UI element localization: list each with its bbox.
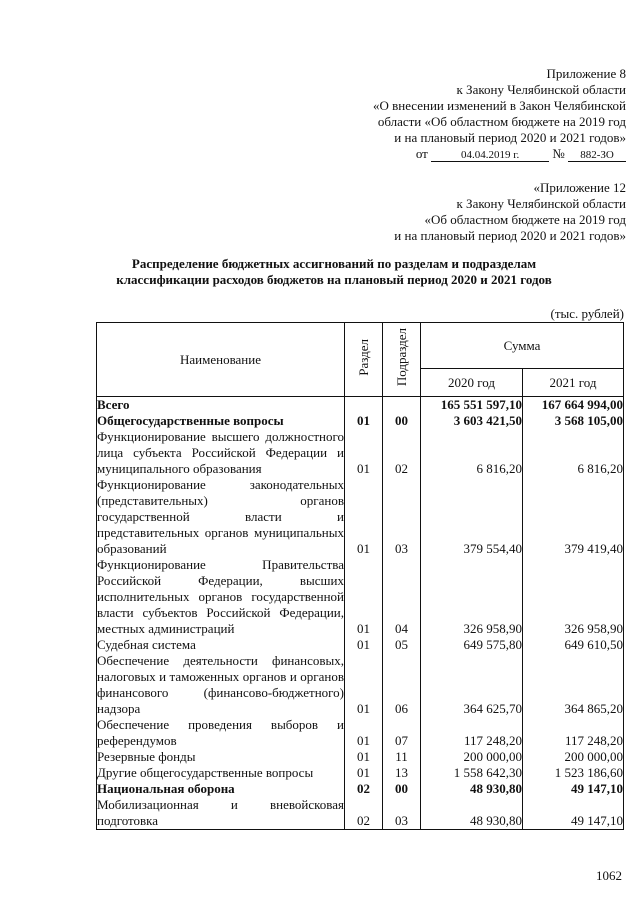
row-value-2020: 48 930,80: [421, 781, 523, 797]
row-value-2021: 49 147,10: [523, 781, 624, 797]
row-value-2020: 3 603 421,50: [421, 413, 523, 429]
row-name: Функционирование высшего должностного лица субъекта Российской Федерации и муниципального образования: [97, 429, 344, 476]
table-row: [97, 397, 624, 414]
header-section: [345, 323, 383, 397]
row-section: [345, 397, 383, 414]
row-name: Всего: [97, 397, 345, 414]
table-row: [97, 477, 624, 557]
row-value-2020: 117 248,20: [421, 717, 523, 749]
table-row: [97, 797, 624, 830]
table-row: [97, 429, 624, 477]
row-value-2020: 6 816,20: [421, 429, 523, 477]
row-section: 02: [345, 781, 383, 797]
row-subsection: 00: [383, 781, 421, 797]
header-section-text: Раздел: [355, 339, 371, 376]
row-value-2020: 326 958,90: [421, 557, 523, 637]
row-value-2020: 1 558 642,30: [421, 765, 523, 781]
row-value-2021: 379 419,40: [523, 477, 624, 557]
row-section: 01: [345, 477, 383, 557]
from-label: от: [415, 146, 428, 161]
table-row: [97, 717, 624, 749]
row-subsection: [383, 397, 421, 414]
row-name: Резервные фонды: [97, 749, 345, 765]
row-name: Мобилизационная и вневойсковая подготовка: [97, 797, 344, 828]
page-number: 1062: [596, 868, 622, 883]
row-value-2021: 167 664 994,00: [523, 397, 624, 414]
row-section: 01: [345, 429, 383, 477]
row-name: Другие общегосударственные вопросы: [97, 765, 345, 781]
number-label: №: [552, 146, 565, 161]
row-subsection: 06: [383, 653, 421, 717]
table-row: [97, 749, 624, 765]
row-value-2021: 200 000,00: [523, 749, 624, 765]
header-year-2020: 2020 год: [421, 369, 523, 397]
row-value-2021: 6 816,20: [523, 429, 624, 477]
row-subsection: 11: [383, 749, 421, 765]
row-subsection: 07: [383, 717, 421, 749]
table-row: [97, 765, 624, 781]
annex-8-header: [373, 66, 626, 162]
row-value-2020: 379 554,40: [421, 477, 523, 557]
row-value-2020: 200 000,00: [421, 749, 523, 765]
row-value-2021: 3 568 105,00: [523, 413, 624, 429]
title-line-2: классификации расходов бюджетов на плановый период 2020 и 2021 годов: [116, 272, 552, 287]
row-value-2021: 326 958,90: [523, 557, 624, 637]
row-name: Национальная оборона: [97, 781, 345, 797]
table-row: [97, 653, 624, 717]
annex-12-line-2: к Закону Челябинской области: [456, 196, 626, 211]
table-row: [97, 413, 624, 429]
annex-8-line-3: «О внесении изменений в Закон Челябинской: [372, 98, 626, 113]
row-value-2021: 117 248,20: [523, 717, 624, 749]
annex-8-line-4: области «Об областном бюджете на 2019 год: [377, 114, 626, 129]
document-title: [94, 256, 574, 288]
table-row: [97, 557, 624, 637]
row-name: Функционирование Правительства Российской Федерации, высших исполнительных органов государственной власти субъектов Российской Федерации, местных администраций: [97, 557, 344, 636]
annex-8-line-2: к Закону Челябинской области: [456, 82, 626, 97]
row-name: Общегосударственные вопросы: [97, 413, 345, 429]
row-name: Обеспечение деятельности финансовых, налоговых и таможенных органов и органов финансового (финансово-бюджетного) надзора: [97, 653, 344, 716]
annex-8-line-1: Приложение 8: [546, 66, 626, 81]
row-subsection: 04: [383, 557, 421, 637]
units-note: (тыс. рублей): [550, 306, 624, 321]
table-row: [97, 781, 624, 797]
annex-12-line-4: и на плановый период 2020 и 2021 годов»: [394, 228, 626, 243]
law-date: 04.04.2019 г.: [431, 149, 549, 162]
row-name: Судебная система: [97, 637, 345, 653]
row-subsection: 03: [383, 477, 421, 557]
header-subsection-text: Подраздел: [393, 328, 409, 387]
row-value-2020: 649 575,80: [421, 637, 523, 653]
table-row: [97, 637, 624, 653]
title-line-1: Распределение бюджетных ассигнований по разделам и подразделам: [131, 256, 537, 271]
header-year-2021: 2021 год: [523, 369, 624, 397]
row-subsection: 02: [383, 429, 421, 477]
annex-8-line-5: и на плановый период 2020 и 2021 годов»: [394, 130, 626, 145]
row-value-2020: 165 551 597,10: [421, 397, 523, 414]
row-name: Функционирование законодательных (представительных) органов государственной власти и представительных органов муниципальных образований: [97, 477, 344, 556]
row-subsection: 03: [383, 797, 421, 830]
row-value-2021: 49 147,10: [523, 797, 624, 830]
row-section: 01: [345, 653, 383, 717]
row-section: 01: [345, 557, 383, 637]
row-section: 01: [345, 765, 383, 781]
header-sum: Сумма: [421, 323, 624, 369]
annex-12-header: [394, 180, 626, 244]
header-subsection: [383, 323, 421, 397]
row-value-2021: 364 865,20: [523, 653, 624, 717]
header-name: Наименование: [97, 323, 345, 397]
row-subsection: 13: [383, 765, 421, 781]
row-subsection: 00: [383, 413, 421, 429]
budget-table: [96, 322, 624, 830]
row-subsection: 05: [383, 637, 421, 653]
annex-12-line-3: «Об областном бюджете на 2019 год: [424, 212, 626, 227]
row-value-2021: 649 610,50: [523, 637, 624, 653]
row-section: 01: [345, 413, 383, 429]
row-value-2020: 48 930,80: [421, 797, 523, 830]
annex-8-date-line: [373, 146, 626, 162]
annex-12-line-1: «Приложение 12: [533, 180, 626, 195]
row-section: 01: [345, 717, 383, 749]
law-number: 882-ЗО: [568, 149, 626, 162]
row-section: 02: [345, 797, 383, 830]
row-name: Обеспечение проведения выборов и референдумов: [97, 717, 344, 748]
row-value-2020: 364 625,70: [421, 653, 523, 717]
row-section: 01: [345, 749, 383, 765]
row-value-2021: 1 523 186,60: [523, 765, 624, 781]
row-section: 01: [345, 637, 383, 653]
